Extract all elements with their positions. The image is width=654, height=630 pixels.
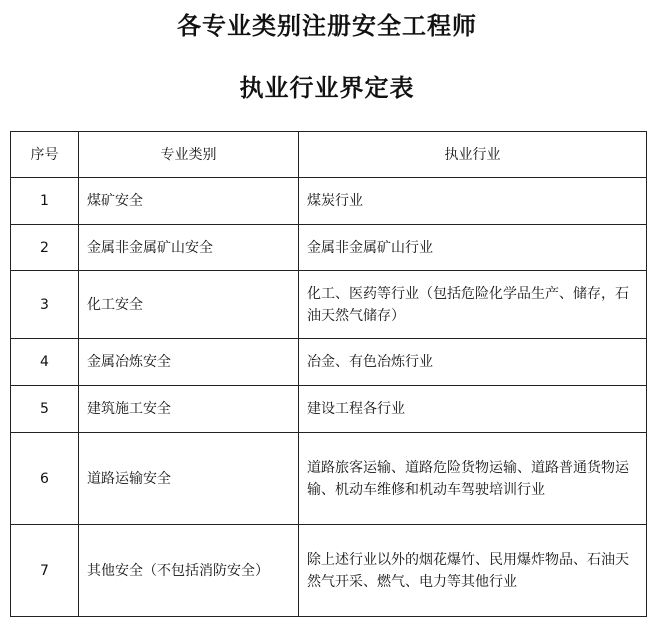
table-header-row — [11, 132, 647, 178]
table-row — [11, 178, 647, 225]
table-row — [11, 271, 647, 339]
header-category: 专业类别 — [79, 132, 299, 178]
table-row — [11, 339, 647, 386]
industry-definition-table — [10, 131, 647, 617]
row-category: 其他安全（不包括消防安全） — [79, 525, 299, 617]
row-seq: 3 — [11, 271, 79, 339]
table-row — [11, 386, 647, 433]
table-row — [11, 433, 647, 525]
row-seq: 6 — [11, 433, 79, 525]
table-row — [11, 225, 647, 271]
row-industry: 冶金、有色冶炼行业 — [299, 339, 647, 386]
row-seq: 2 — [11, 225, 79, 271]
header-seq: 序号 — [11, 132, 79, 178]
row-seq: 4 — [11, 339, 79, 386]
document-title: 各专业类别注册安全工程师 — [177, 11, 477, 40]
row-category: 化工安全 — [79, 271, 299, 339]
row-category: 煤矿安全 — [79, 178, 299, 225]
table-row — [11, 525, 647, 617]
row-seq: 1 — [11, 178, 79, 225]
row-industry: 化工、医药等行业（包括危险化学品生产、储存，石油天然气储存） — [299, 271, 647, 339]
row-category: 建筑施工安全 — [79, 386, 299, 433]
row-industry: 金属非金属矿山行业 — [299, 225, 647, 271]
row-industry: 道路旅客运输、道路危险货物运输、道路普通货物运输、机动车维修和机动车驾驶培训行业 — [299, 433, 647, 525]
row-seq: 7 — [11, 525, 79, 617]
row-category: 道路运输安全 — [79, 433, 299, 525]
row-category: 金属冶炼安全 — [79, 339, 299, 386]
row-industry: 建设工程各行业 — [299, 386, 647, 433]
row-industry: 除上述行业以外的烟花爆竹、民用爆炸物品、石油天然气开采、燃气、电力等其他行业 — [299, 525, 647, 617]
header-industry: 执业行业 — [299, 132, 647, 178]
row-industry: 煤炭行业 — [299, 178, 647, 225]
row-seq: 5 — [11, 386, 79, 433]
document-subtitle: 执业行业界定表 — [239, 73, 415, 102]
row-category: 金属非金属矿山安全 — [79, 225, 299, 271]
